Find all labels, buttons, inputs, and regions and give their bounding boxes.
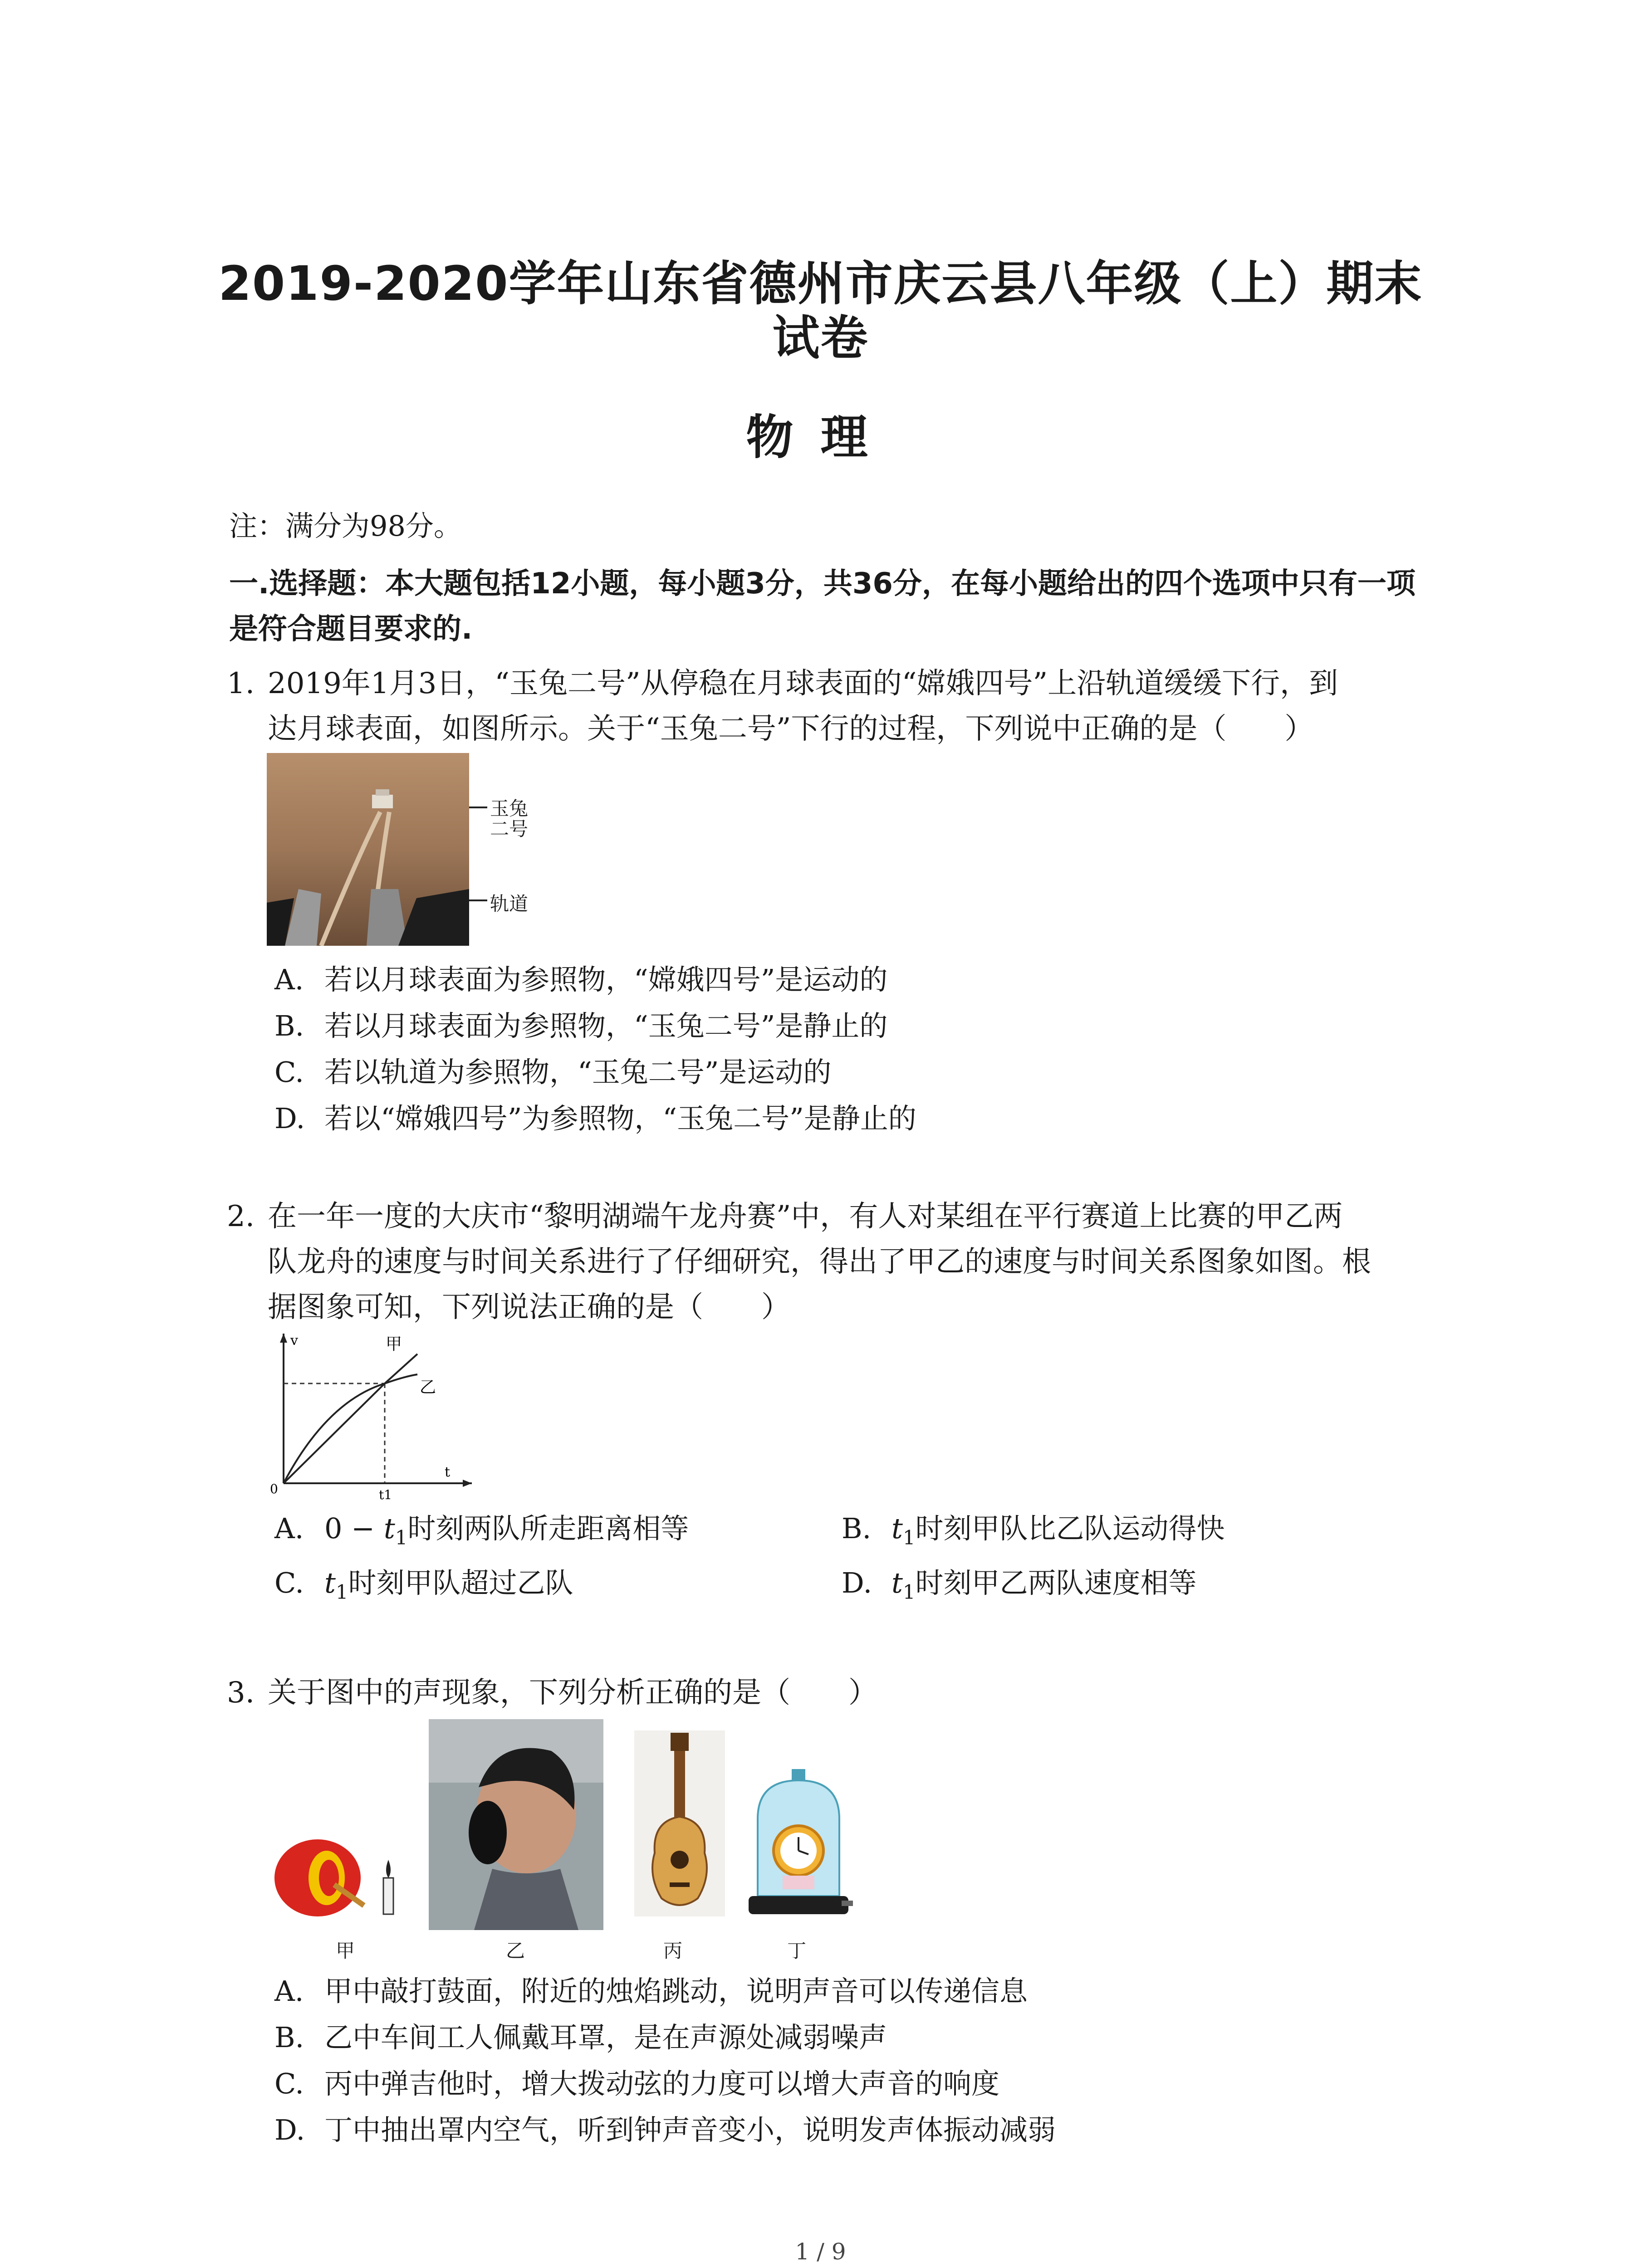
t1-label: t1 — [379, 1487, 392, 1501]
leader-lines — [469, 789, 487, 907]
label-track: 轨道 — [490, 893, 529, 915]
drum-candle-image — [272, 1828, 408, 1928]
question-text-line1: 关于图中的声现象，下列分析正确的是（ ） — [268, 1676, 877, 1710]
option-label: D. — [274, 1102, 305, 1135]
v-axis-label: v — [290, 1333, 298, 1349]
t-subscript: 1 — [335, 1581, 348, 1604]
option-text: 丁中抽出罩内空气，听到钟声音变小，说明发声体振动减弱 — [324, 2113, 1056, 2146]
t-symbol: t — [892, 1566, 903, 1599]
question-number: 2. — [227, 1200, 255, 1233]
option-label: B. — [842, 1512, 872, 1545]
question-text-line1: 2019年1月3日，“玉兔二号”从停稳在月球表面的“嫦娥四号”上沿轨道缓缓下行，到 — [268, 667, 1338, 700]
question-2-line2: 队龙舟的速度与时间关系进行了仔细研究，得出了甲乙的速度与时间关系图象如图。根 — [268, 1245, 1371, 1279]
score-note: 注：满分为98分。 — [229, 509, 462, 543]
question-number: 3. — [227, 1676, 255, 1710]
option-2B[interactable] — [842, 1506, 1225, 1549]
question-text-line1: 在一年一度的大庆市“黎明湖端午龙舟赛”中，有人对某组在平行赛道上比赛的甲乙两 — [268, 1200, 1343, 1233]
option-label: B. — [274, 1009, 304, 1042]
option-label: A. — [274, 963, 304, 996]
option-text: 乙中车间工人佩戴耳罩，是在声源处减弱噪声 — [324, 2021, 887, 2054]
option-label: D. — [842, 1566, 872, 1599]
page-title-line2: 试卷 — [772, 310, 869, 366]
option-3B[interactable] — [274, 2015, 887, 2055]
option-2D[interactable] — [842, 1560, 1197, 1603]
option-3C[interactable] — [274, 2061, 999, 2102]
section-heading-line2: 是符合题目要求的. — [229, 612, 473, 646]
option-text: 若以轨道为参照物，“玉兔二号”是运动的 — [324, 1056, 832, 1089]
yi-curve — [284, 1374, 417, 1483]
t-axis-label: t — [445, 1464, 451, 1480]
option-3D[interactable] — [274, 2107, 1056, 2148]
option-text: 若以“嫦娥四号”为参照物，“玉兔二号”是静止的 — [324, 1102, 916, 1135]
yi-label: 乙 — [420, 1378, 436, 1397]
option-1A[interactable] — [274, 957, 887, 997]
question-3 — [227, 1669, 877, 1716]
label-bing: 丙 — [663, 1940, 683, 1962]
option-label: C. — [274, 1566, 304, 1599]
option-1D[interactable] — [274, 1096, 916, 1136]
worker-earmuffs-photo — [429, 1719, 603, 1930]
label-ding: 丁 — [787, 1940, 807, 1962]
jia-label: 甲 — [386, 1335, 402, 1354]
page-number: 1 / 9 — [795, 2239, 846, 2265]
option-2C[interactable] — [274, 1560, 573, 1603]
page-title-line1: 2019-2020学年山东省德州市庆云县八年级（上）期末 — [218, 256, 1423, 311]
origin-label: 0 — [270, 1481, 278, 1496]
subject-title: 物理 — [746, 410, 895, 465]
question-1-line2: 达月球表面，如图所示。关于“玉兔二号”下行的过程，下列说中正确的是（ ） — [268, 712, 1314, 746]
option-3A[interactable] — [274, 1969, 1028, 2009]
jia-line — [284, 1354, 417, 1483]
t-subscript: 1 — [395, 1526, 408, 1549]
bell-jar-alarm-clock-image — [744, 1769, 853, 1923]
label-yutu-line1: 玉兔 — [490, 797, 529, 820]
option-text: 若以月球表面为参照物，“玉兔二号”是静止的 — [324, 1009, 888, 1042]
option-1B[interactable] — [274, 1003, 887, 1044]
option-label: C. — [274, 1056, 304, 1089]
option-text: 丙中弹吉他时，增大拨动弦的力度可以增大声音的响度 — [324, 2067, 1000, 2100]
option-text: 时刻甲队比乙队运动得快 — [915, 1512, 1225, 1545]
option-text: 时刻两队所走距离相等 — [407, 1512, 689, 1545]
option-2A[interactable] — [274, 1506, 689, 1549]
section-heading-line1: 一.选择题：本大题包括12小题，每小题3分，共36分，在每小题给出的四个选项中只有一项 — [229, 567, 1416, 601]
yutu2-photo — [267, 753, 469, 946]
option-label: B. — [274, 2021, 304, 2054]
guitar-image — [634, 1730, 725, 1916]
velocity-time-graph — [263, 1329, 481, 1501]
question-number: 1. — [227, 667, 255, 700]
option-label: A. — [274, 1975, 304, 2008]
option-prefix: 0 − — [324, 1512, 384, 1545]
t-subscript: 1 — [902, 1581, 916, 1604]
option-1C[interactable] — [274, 1050, 831, 1090]
option-text: 若以月球表面为参照物，“嫦娥四号”是运动的 — [324, 963, 888, 996]
question-2 — [227, 1193, 1342, 1240]
option-text: 时刻甲队超过乙队 — [348, 1566, 573, 1599]
option-label: D. — [274, 2113, 305, 2146]
option-text: 时刻甲乙两队速度相等 — [915, 1566, 1197, 1599]
label-yi: 乙 — [506, 1940, 525, 1962]
option-label: C. — [274, 2067, 304, 2100]
option-label: A. — [274, 1512, 304, 1545]
question-2-line3: 据图象可知，下列说法正确的是（ ） — [268, 1290, 790, 1324]
t-symbol: t — [383, 1512, 395, 1545]
option-text: 甲中敲打鼓面，附近的烛焰跳动，说明声音可以传递信息 — [324, 1975, 1028, 2008]
question-1 — [227, 660, 1338, 707]
t-subscript: 1 — [902, 1526, 916, 1549]
label-yutu-line2: 二号 — [490, 818, 529, 840]
t-symbol: t — [892, 1512, 903, 1545]
label-jia: 甲 — [336, 1940, 355, 1962]
t-symbol: t — [324, 1566, 336, 1599]
